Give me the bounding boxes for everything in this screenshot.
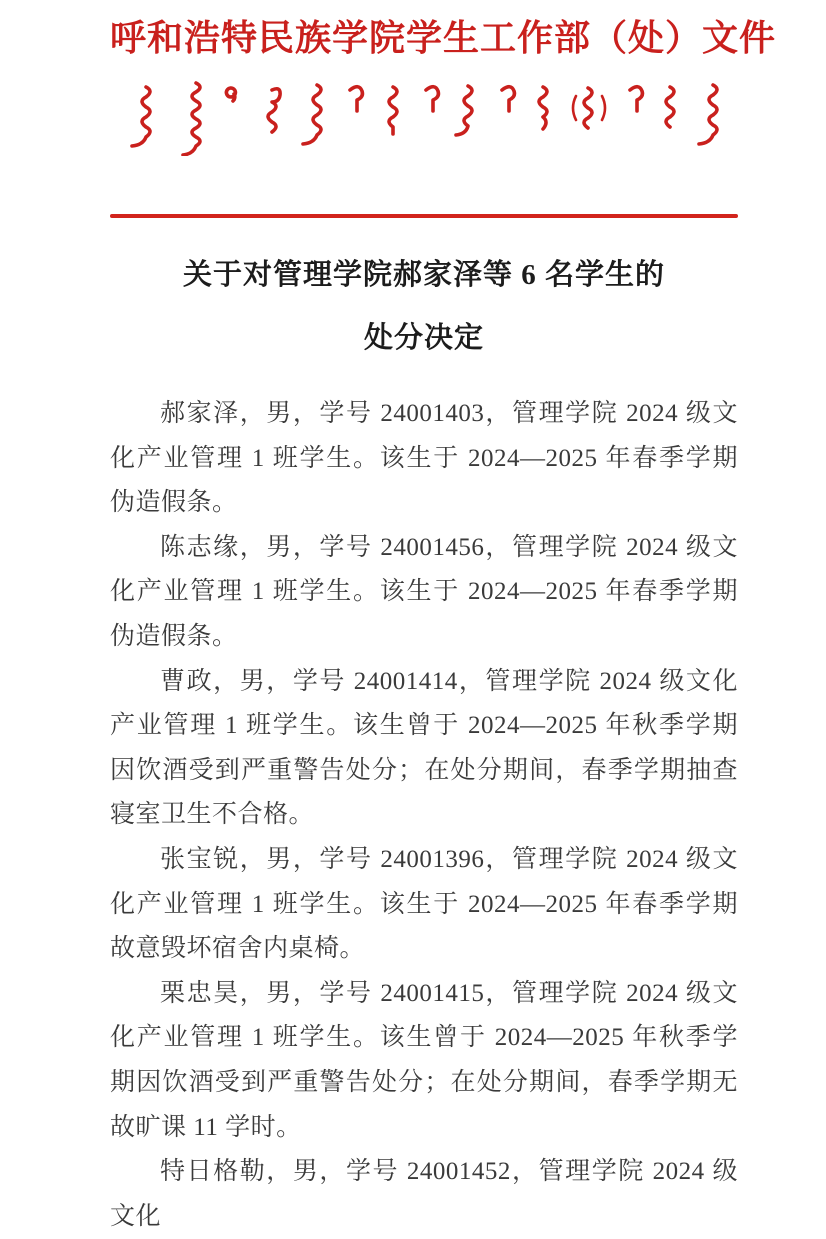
document-body bbox=[110, 392, 738, 1239]
mongolian-script-row bbox=[110, 78, 740, 156]
letterhead-title: 呼和浩特民族学院学生工作部（处）文件 bbox=[110, 18, 777, 58]
document-title bbox=[110, 244, 738, 370]
decision-paragraph: 曹政，男，学号 24001414，管理学院 2024 级文化产业管理 1 班学生。该生曾于 2024—2025 年秋季学期因饮酒受到严重警告处分；在处分期间，春季学期抽查寝室卫生不合格。 bbox=[110, 667, 738, 829]
decision-paragraph: 郝家泽，男，学号 24001403，管理学院 2024 级文化产业管理 1 班学生。该生于 2024—2025 年春季学期伪造假条。 bbox=[110, 400, 738, 517]
red-separator-line bbox=[110, 214, 738, 218]
decision-paragraph: 特日格勒，男，学号 24001452，管理学院 2024 级文化 bbox=[110, 1158, 738, 1230]
document-title-line1: 关于对管理学院郝家泽等 6 名学生的 bbox=[182, 259, 665, 291]
mongolian-script-icon bbox=[110, 78, 740, 156]
document-title-line2: 处分决定 bbox=[363, 322, 484, 354]
decision-paragraph: 栗忠昊，男，学号 24001415，管理学院 2024 级文化产业管理 1 班学生。该生曾于 2024—2025 年秋季学期因饮酒受到严重警告处分；在处分期间，春季学期无故旷课 11 学时。 bbox=[110, 979, 738, 1141]
decision-paragraph: 陈志缘，男，学号 24001456，管理学院 2024 级文化产业管理 1 班学生。该生于 2024—2025 年春季学期伪造假条。 bbox=[110, 533, 738, 650]
decision-paragraph: 张宝锐，男，学号 24001396，管理学院 2024 级文化产业管理 1 班学生。该生于 2024—2025 年春季学期故意毁坏宿舍内桌椅。 bbox=[110, 845, 738, 963]
